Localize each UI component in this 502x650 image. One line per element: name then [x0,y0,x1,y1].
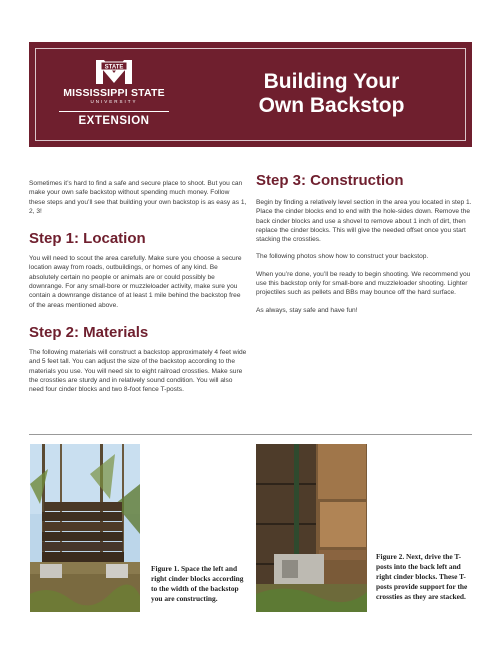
step3-heading: Step 3: Construction [256,172,404,189]
figure1-caption: Figure 1. Space the left and right cinder blocks according to the width of the backstop you are constructing. [151,564,244,603]
title-line-2: Own Backstop [258,94,405,117]
header-banner [29,42,472,147]
logo-extension: EXTENSION [59,111,169,127]
left-column [29,179,247,402]
section-divider [29,434,472,435]
step3-paragraph-3: When you’re done, you’ll be ready to begin shooting. We recommend you use this backstop only for small-bore and muzzleloader shooting. Lighter projectiles such as pellets and BBs may bounce off the hard surface. [256,270,471,297]
step2-body: The following materials will construct a backstop approximately 4 feet wide and 5 feet tall. You can adjust the size of the backstop according to the materials you use. You will need six to eight railroad crossties. Make sure the crossties are sturdy and in relatively sound condition. You will also need four cinder blocks and two 8-foot fence T-posts. [29,348,247,394]
step3-paragraph-2: The following photos show how to construct your backstop. [256,253,429,261]
logo-university: MISSISSIPPI STATE [63,87,165,99]
logo-university-sub: UNIVERSITY [90,99,138,104]
step1-heading: Step 1: Location [29,230,146,248]
right-column [256,172,472,323]
figure2-caption: Figure 2. Next, drive the T-posts into the back left and right cinder blocks. These T-posts provide support for the crossties as they are stacked. [376,552,468,601]
page-title [204,70,459,118]
title-line-1: Building Your [263,70,400,93]
intro-paragraph: Sometimes it’s hard to find a safe and secure place to shoot. But you can make your own safe backstop without spending much money. Follow these steps and you’ll see that building your own backstop is as easy as 1, 2, 3! [29,180,247,215]
step3-paragraph-4: As always, stay safe and have fun! [256,306,358,314]
step3-paragraph-1: Begin by finding a relatively level section in the area you located in step 1. Place the cinder blocks end to end with the hole-sides down. Remove the back cinder blocks and use a shovel to remove about 1 inch of dirt, then replace the cinder blocks. This will give the needed offset once you start stacking the crossties. [256,199,472,244]
figure2-photo [256,444,367,612]
msu-extension-logo [49,56,179,132]
step2-heading: Step 2: Materials [29,323,149,341]
step1-body: You will need to scout the area carefully. Make sure you choose a secure location away from roads, outbuildings, or homes of any kind. Be absolutely certain no people or animals are or could possibly be downrange. For any small-bore or muzzleloader activity, make sure you contain a downrange distance of at least 1 mile behind the backstop free of the areas mentioned above. [29,255,242,309]
msu-m-icon [92,56,136,86]
logo-state-text: STATE [104,64,124,71]
figure1-photo [30,444,140,612]
